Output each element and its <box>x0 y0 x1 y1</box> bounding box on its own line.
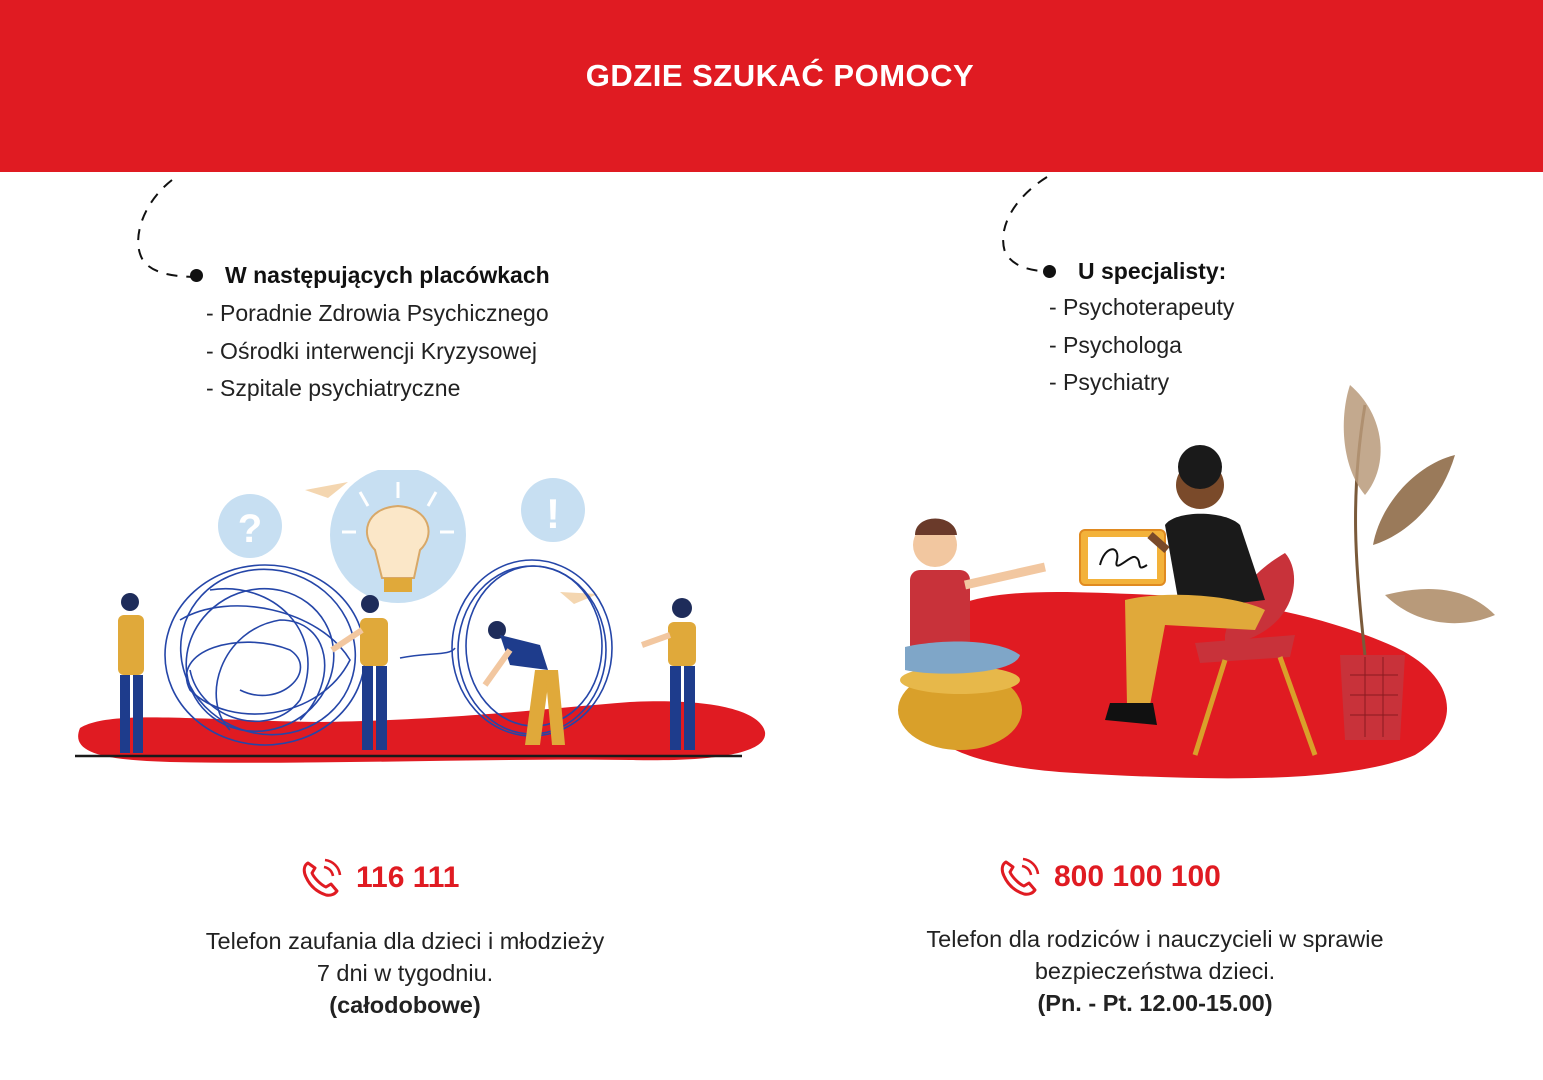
list-item: - Psychiatry <box>1049 369 1170 395</box>
right-phone-row <box>998 856 1221 898</box>
list-item: - Ośrodki interwencji Kryzysowej <box>206 337 538 364</box>
right-heading-text: U specjalisty: <box>1078 258 1227 284</box>
left-section <box>190 262 550 408</box>
left-phone-number: 116 111 <box>356 861 460 894</box>
phone-ringing-icon <box>998 856 1040 898</box>
left-description <box>130 925 680 1021</box>
right-hours: (Pn. - Pt. 12.00-15.00) <box>1037 990 1273 1016</box>
list-item: - Psychologa <box>1049 331 1182 358</box>
phone-ringing-icon <box>300 857 342 899</box>
right-section <box>1043 258 1234 402</box>
right-desc-line: Telefon dla rodziców i nauczycieli w sprawie <box>926 926 1384 952</box>
right-heading <box>1043 258 1234 285</box>
bullet-dot-icon <box>1043 265 1056 278</box>
left-list <box>206 295 550 408</box>
svg-text:?: ? <box>237 507 263 551</box>
left-heading <box>190 262 550 289</box>
therapy-session-illustration <box>895 385 1510 790</box>
list-item: - Szpitale psychiatryczne <box>206 375 461 401</box>
svg-text:!: ! <box>546 490 560 537</box>
left-heading-text: W następujących placówkach <box>225 262 550 288</box>
right-desc-line: bezpieczeństwa dzieci. <box>1034 958 1276 984</box>
tangled-threads-illustration <box>70 470 780 770</box>
left-desc-line: 7 dni w tygodniu. <box>316 960 494 986</box>
bullet-dot-icon <box>190 269 203 282</box>
page-title: GDZIE SZUKAĆ POMOCY <box>585 58 975 93</box>
right-description <box>860 923 1450 1019</box>
right-phone-number: 800 100 100 <box>1054 860 1221 893</box>
list-item: - Psychoterapeuty <box>1049 294 1235 320</box>
list-item: - Poradnie Zdrowia Psychicznego <box>206 300 549 326</box>
left-desc-line: Telefon zaufania dla dzieci i młodzieży <box>205 928 605 954</box>
left-phone-row <box>300 857 459 899</box>
left-hours: (całodobowe) <box>329 992 481 1018</box>
